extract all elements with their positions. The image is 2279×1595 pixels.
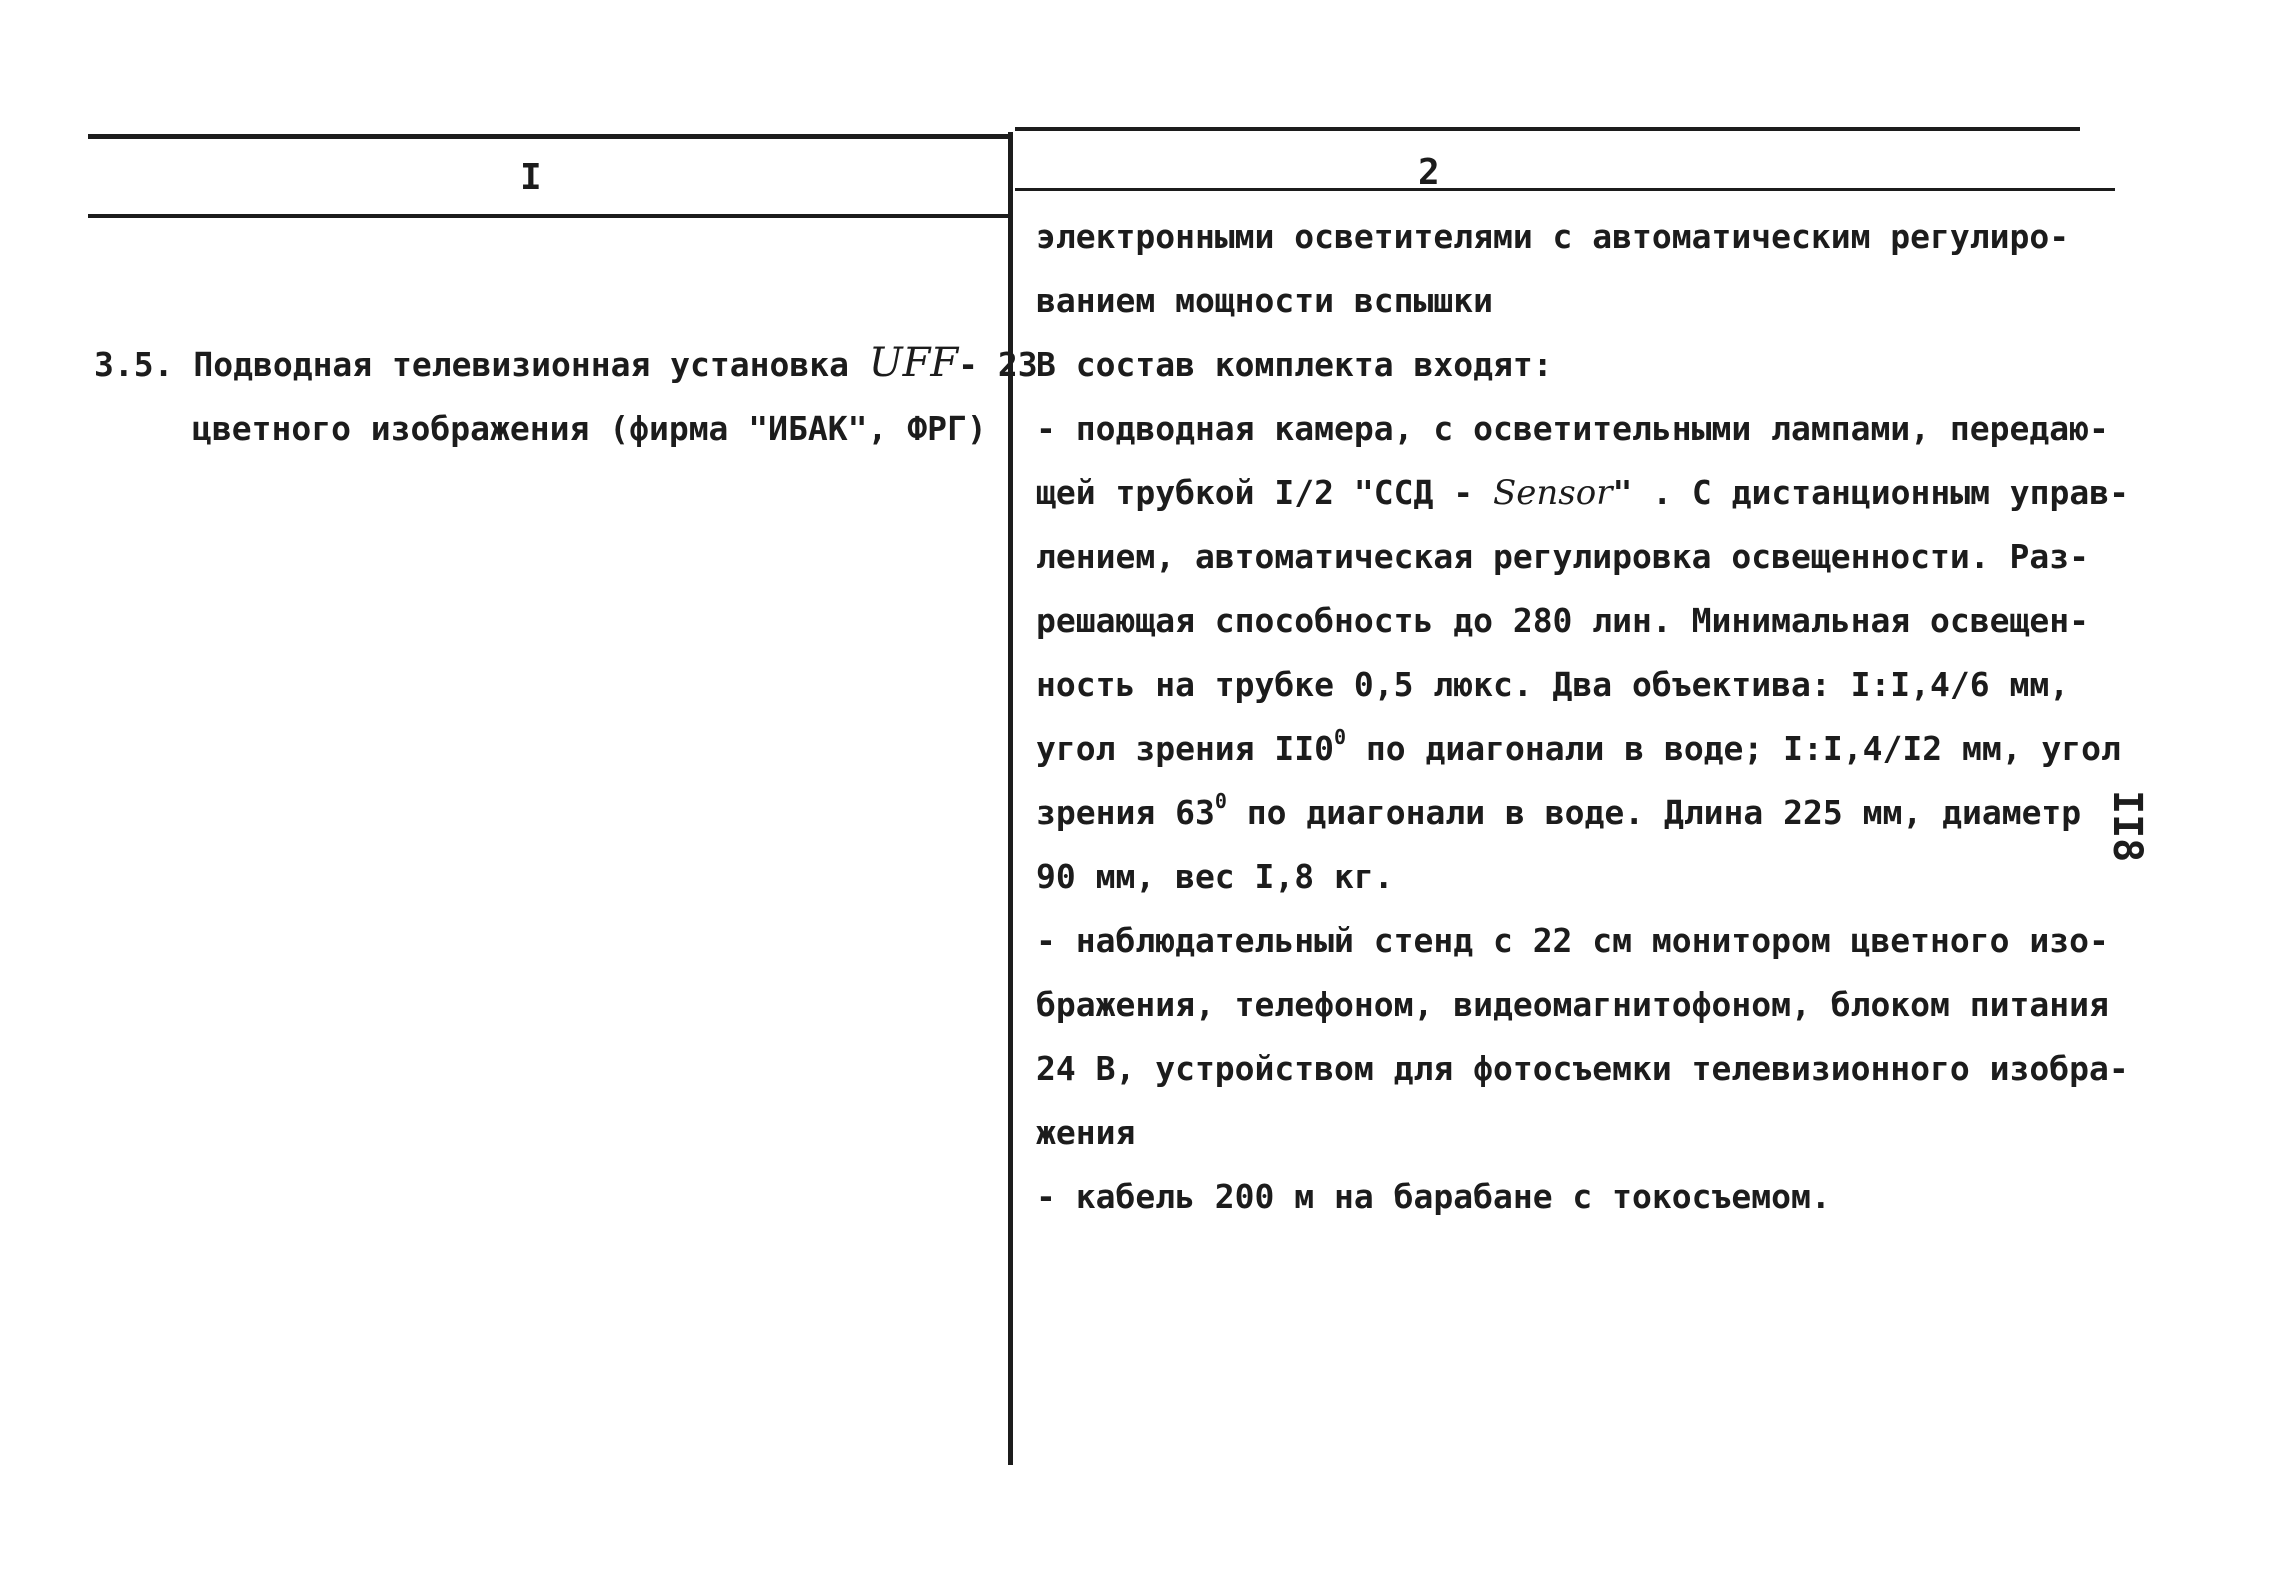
desc-line-7: решающая способность до 280 лин. Минимальная освещен- bbox=[1036, 601, 2089, 640]
entry-number: 3.5. bbox=[94, 345, 174, 384]
desc-line-1: электронными осветителями с автоматическим регулиро- bbox=[1036, 217, 2070, 256]
degree-sup-2: 0 bbox=[1214, 789, 1227, 813]
desc-line-16: - кабель 200 м на барабане с токосъемом. bbox=[1036, 1177, 1831, 1216]
desc-line-10-a: зрения 63 bbox=[1036, 793, 1215, 832]
column-1-header: I bbox=[520, 157, 542, 198]
entry-title-block bbox=[94, 331, 1038, 461]
desc-line-10 bbox=[1036, 781, 2129, 845]
entry-title-line-2: цветного изображения (фирма "ИБАК", ФРГ) bbox=[192, 409, 987, 448]
desc-line-4: - подводная камера, с осветительными лампами, передаю- bbox=[1036, 409, 2109, 448]
top-rule-left bbox=[88, 134, 1013, 139]
desc-line-9-a: угол зрения II0 bbox=[1036, 729, 1335, 768]
desc-line-12: - наблюдательный стенд с 22 см монитором цветного изо- bbox=[1036, 921, 2109, 960]
desc-line-5-a: щей трубкой I/2 "ССД - bbox=[1036, 473, 1493, 512]
model-handwritten: UFF bbox=[868, 340, 959, 386]
header-rule-right bbox=[1015, 188, 2115, 191]
desc-line-13: бражения, телефоном, видеомагнитофоном, блоком питания bbox=[1036, 985, 2109, 1024]
description-block bbox=[1036, 205, 2129, 1229]
desc-line-5 bbox=[1036, 461, 2129, 525]
desc-line-2: ванием мощности вспышки bbox=[1036, 281, 1493, 320]
desc-line-11: 90 мм, вес I,8 кг. bbox=[1036, 857, 1394, 896]
desc-line-9 bbox=[1036, 717, 2129, 781]
page-number: II8 bbox=[2104, 790, 2150, 863]
desc-line-9-b: по диагонали в воде; I:I,4/I2 мм, угол bbox=[1346, 729, 2121, 768]
entry-title-line-1 bbox=[94, 331, 1038, 397]
model-suffix: - 23 bbox=[958, 345, 1038, 384]
desc-line-15: жения bbox=[1036, 1113, 1136, 1152]
desc-line-8: ность на трубке 0,5 люкс. Два объектива: I:I,4/6 мм, bbox=[1036, 665, 2070, 704]
entry-title: Подводная телевизионная установка bbox=[193, 345, 849, 384]
desc-line-3: В состав комплекта входят: bbox=[1036, 345, 1553, 384]
degree-sup-1: 0 bbox=[1334, 725, 1347, 749]
column-2-header: 2 bbox=[1418, 152, 1440, 193]
header-rule-left bbox=[88, 214, 1013, 218]
desc-line-14: 24 В, устройством для фотосъемки телевизионного изобра- bbox=[1036, 1049, 2129, 1088]
desc-line-5-b: " . С дистанционным управ- bbox=[1612, 473, 2130, 512]
desc-line-10-b: по диагонали в воде. Длина 225 мм, диаметр bbox=[1226, 793, 2082, 832]
top-rule-right bbox=[1015, 127, 2080, 131]
sensor-handwritten: Sensor bbox=[1492, 473, 1613, 513]
desc-line-6: лением, автоматическая регулировка освещенности. Раз- bbox=[1036, 537, 2089, 576]
